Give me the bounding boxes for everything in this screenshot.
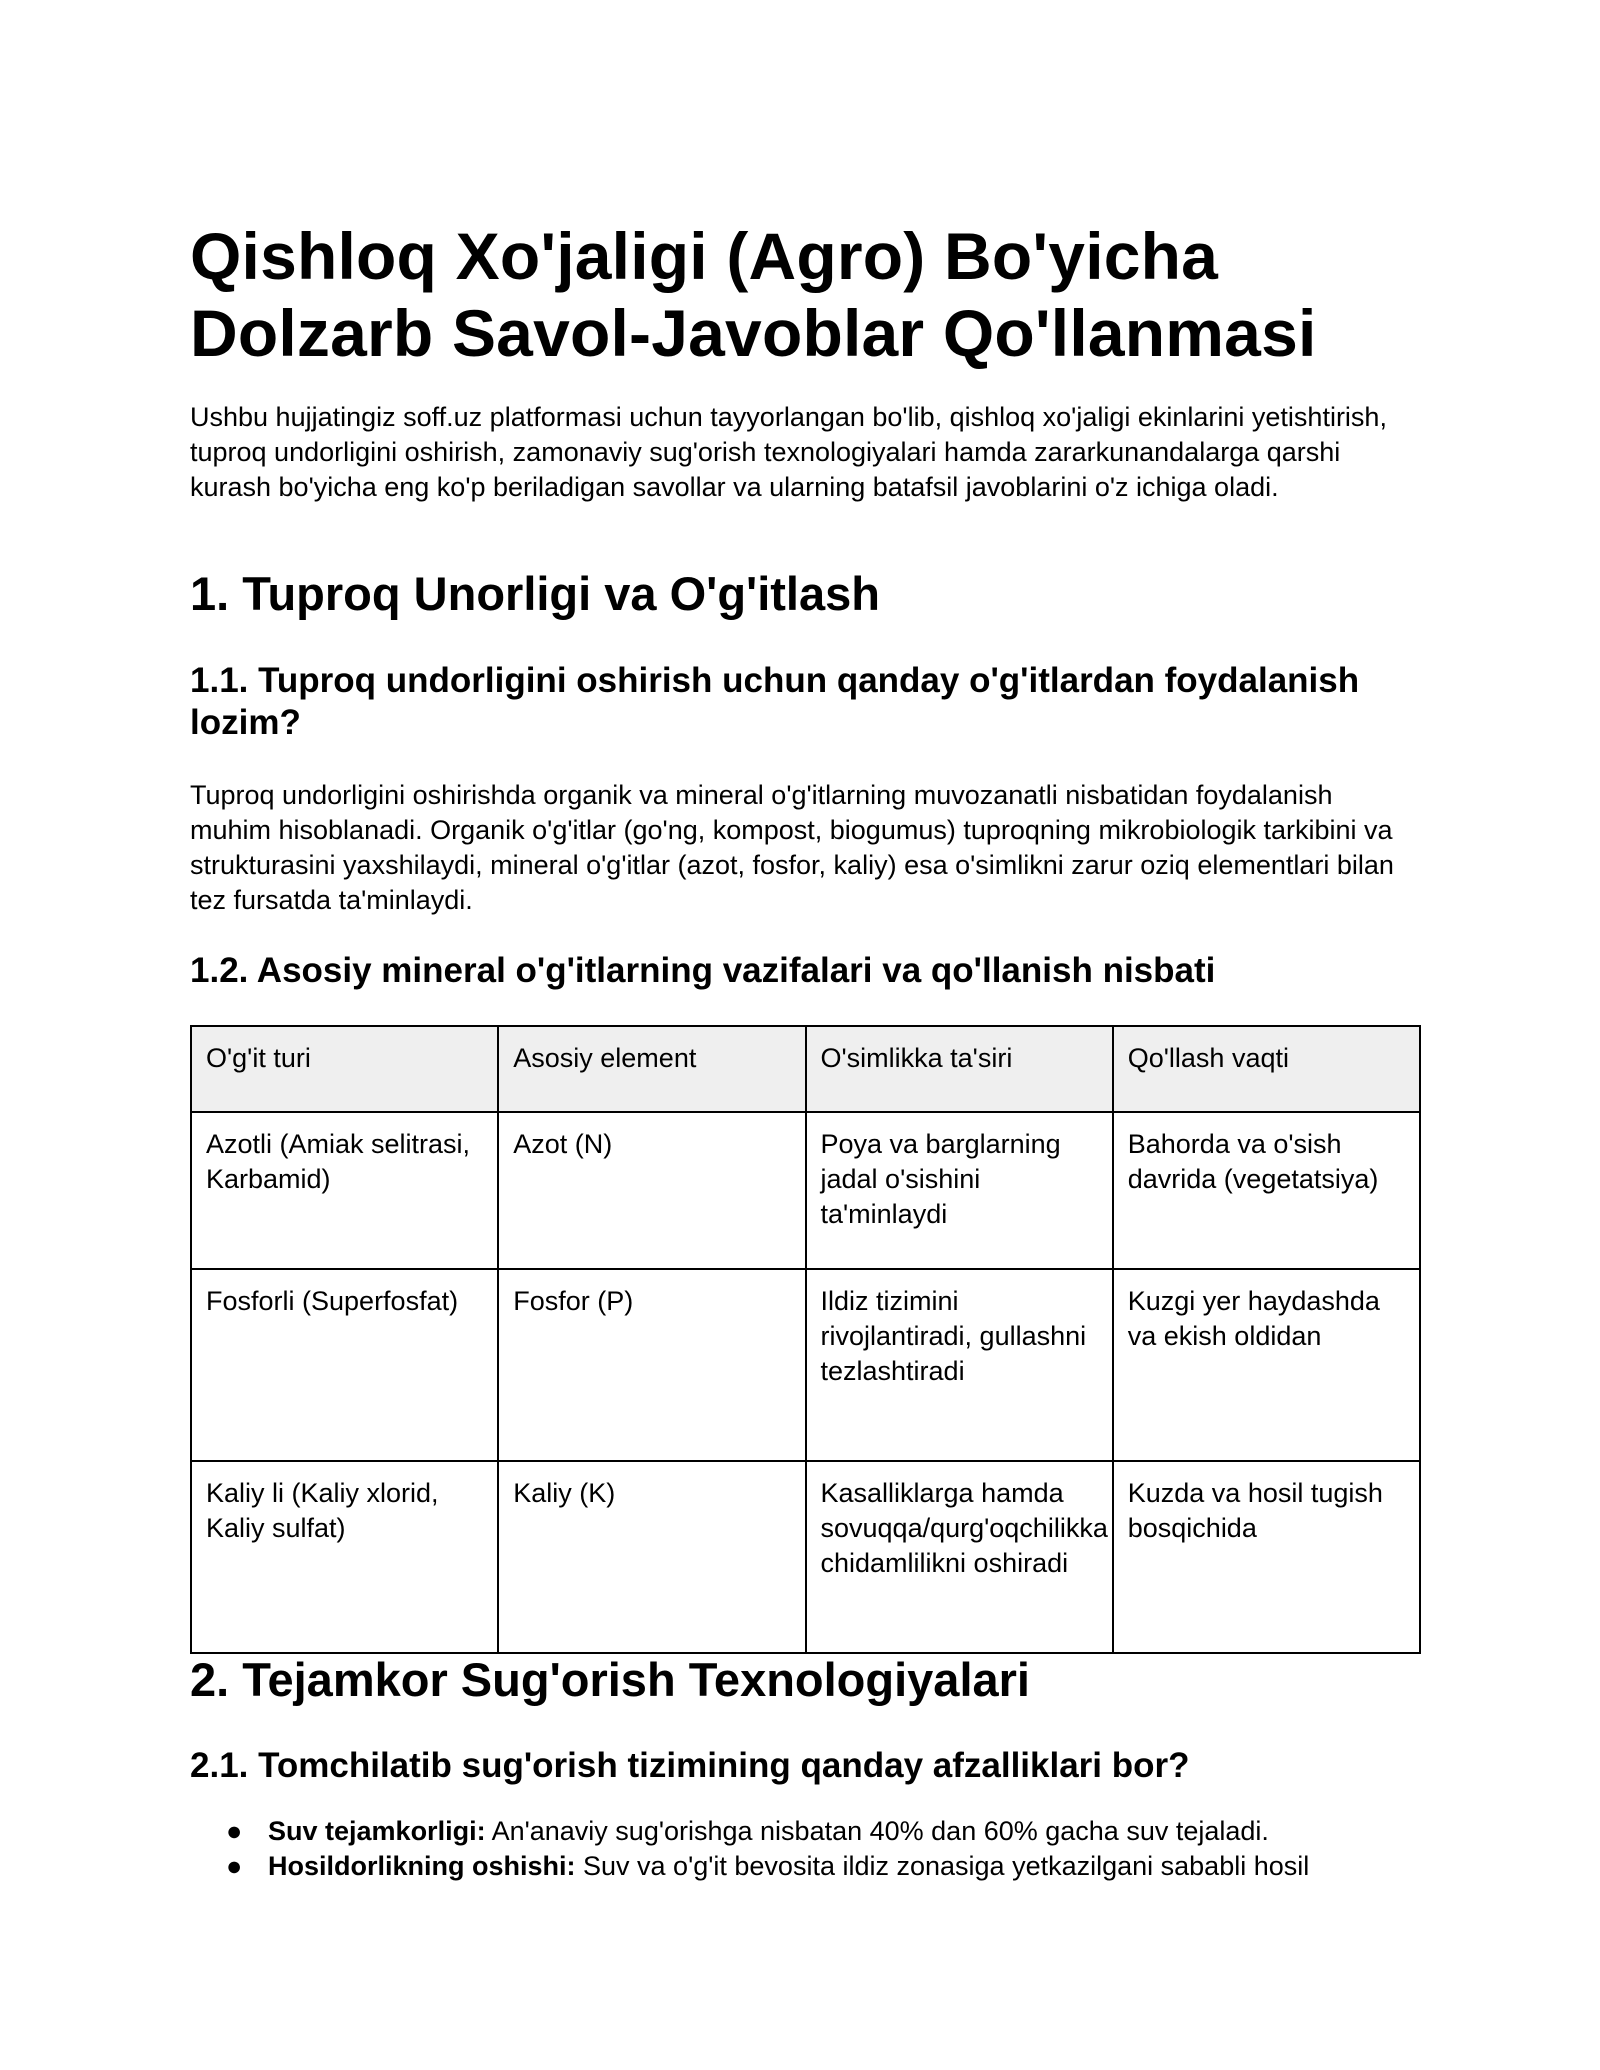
question-1-1-heading: 1.1. Tuproq undorligini oshirish uchun qanday o'g'itlardan foydalanish lozim? [190,661,1360,742]
table-cell: Fosforli (Superfosfat) [191,1269,498,1461]
table-cell: Poya va barglarning jadal o'sishini ta'minlaydi [806,1112,1113,1269]
list-item-label: Suv tejamkorligi: [268,1816,486,1846]
table-cell: Kaliy li (Kaliy xlorid, Kaliy sulfat) [191,1461,498,1653]
table-row [191,1461,1420,1653]
advantages-list [190,1814,1420,1884]
fertilizer-table [190,1025,1421,1654]
table-row [191,1269,1420,1461]
list-item [190,1814,1420,1849]
table-cell: Azotli (Amiak selitrasi, Karbamid) [191,1112,498,1269]
table-cell: Kasalliklarga hamda sovuqqa/qurg'oqchilikka chidamlilikni oshiradi [806,1461,1113,1653]
table-cell: Kuzda va hosil tugish bosqichida [1113,1461,1420,1653]
document-title: Qishloq Xo'jaligi (Agro) Bo'yicha Dolzarb Savol-Javoblar Qo'llanmasi [190,219,1317,370]
bullet-icon: ● [226,1851,243,1881]
list-item-text: Suv va o'g'it bevosita ildiz zonasiga yetkazilgani sababli hosil [575,1851,1310,1881]
table-cell: Azot (N) [498,1112,805,1269]
answer-1-1-paragraph: Tuproq undorligini oshirishda organik va mineral o'g'itlarning muvozanatli nisbatidan foydalanish muhim hisoblanadi. Organik o'g'itlar (go'ng, kompost, biogumus) tuproqning mikrobiologik tarkibini va strukturasini yaxshilaydi, mineral o'g'itlar (azot, fosfor, kaliy) esa o'simlikni zarur oziq elementlari bilan tez fursatda ta'minlaydi. [190,780,1394,915]
section-2-heading: 2. Tejamkor Sug'orish Texnologiyalari [190,1653,1030,1706]
list-item-label: Hosildorlikning oshishi: [268,1851,576,1881]
table-row [191,1112,1420,1269]
table-header-cell: Asosiy element [498,1026,805,1112]
table-header-cell: Qo'llash vaqti [1113,1026,1420,1112]
question-2-1-heading: 2.1. Tomchilatib sug'orish tizimining qanday afzalliklari bor? [190,1746,1190,1785]
table-cell: Kaliy (K) [498,1461,805,1653]
table-header-cell: O'g'it turi [191,1026,498,1112]
table-cell: Bahorda va o'sish davrida (vegetatsiya) [1113,1112,1420,1269]
intro-paragraph: Ushbu hujjatingiz soff.uz platformasi uchun tayyorlangan bo'lib, qishloq xo'jaligi ekinlarini yetishtirish, tuproq undorligini oshirish, zamonaviy sug'orish texnologiyalari hamda zararkunandalarga qarshi kurash bo'yicha eng ko'p beriladigan savollar va ularning batafsil javoblarini o'z ichiga oladi. [190,402,1387,502]
list-item [190,1849,1420,1884]
question-1-2-heading: 1.2. Asosiy mineral o'g'itlarning vazifalari va qo'llanish nisbati [190,951,1216,990]
table-cell: Fosfor (P) [498,1269,805,1461]
bullet-icon: ● [226,1816,243,1846]
table-header-row [191,1026,1420,1112]
section-1-heading: 1. Tuproq Unorligi va O'g'itlash [190,567,880,620]
table-cell: Ildiz tizimini rivojlantiradi, gullashni tezlashtiradi [806,1269,1113,1461]
table-header-cell: O'simlikka ta'siri [806,1026,1113,1112]
list-item-text: An'anaviy sug'orishga nisbatan 40% dan 60% gacha suv tejaladi. [485,1816,1269,1846]
table-cell: Kuzgi yer haydashda va ekish oldidan [1113,1269,1420,1461]
